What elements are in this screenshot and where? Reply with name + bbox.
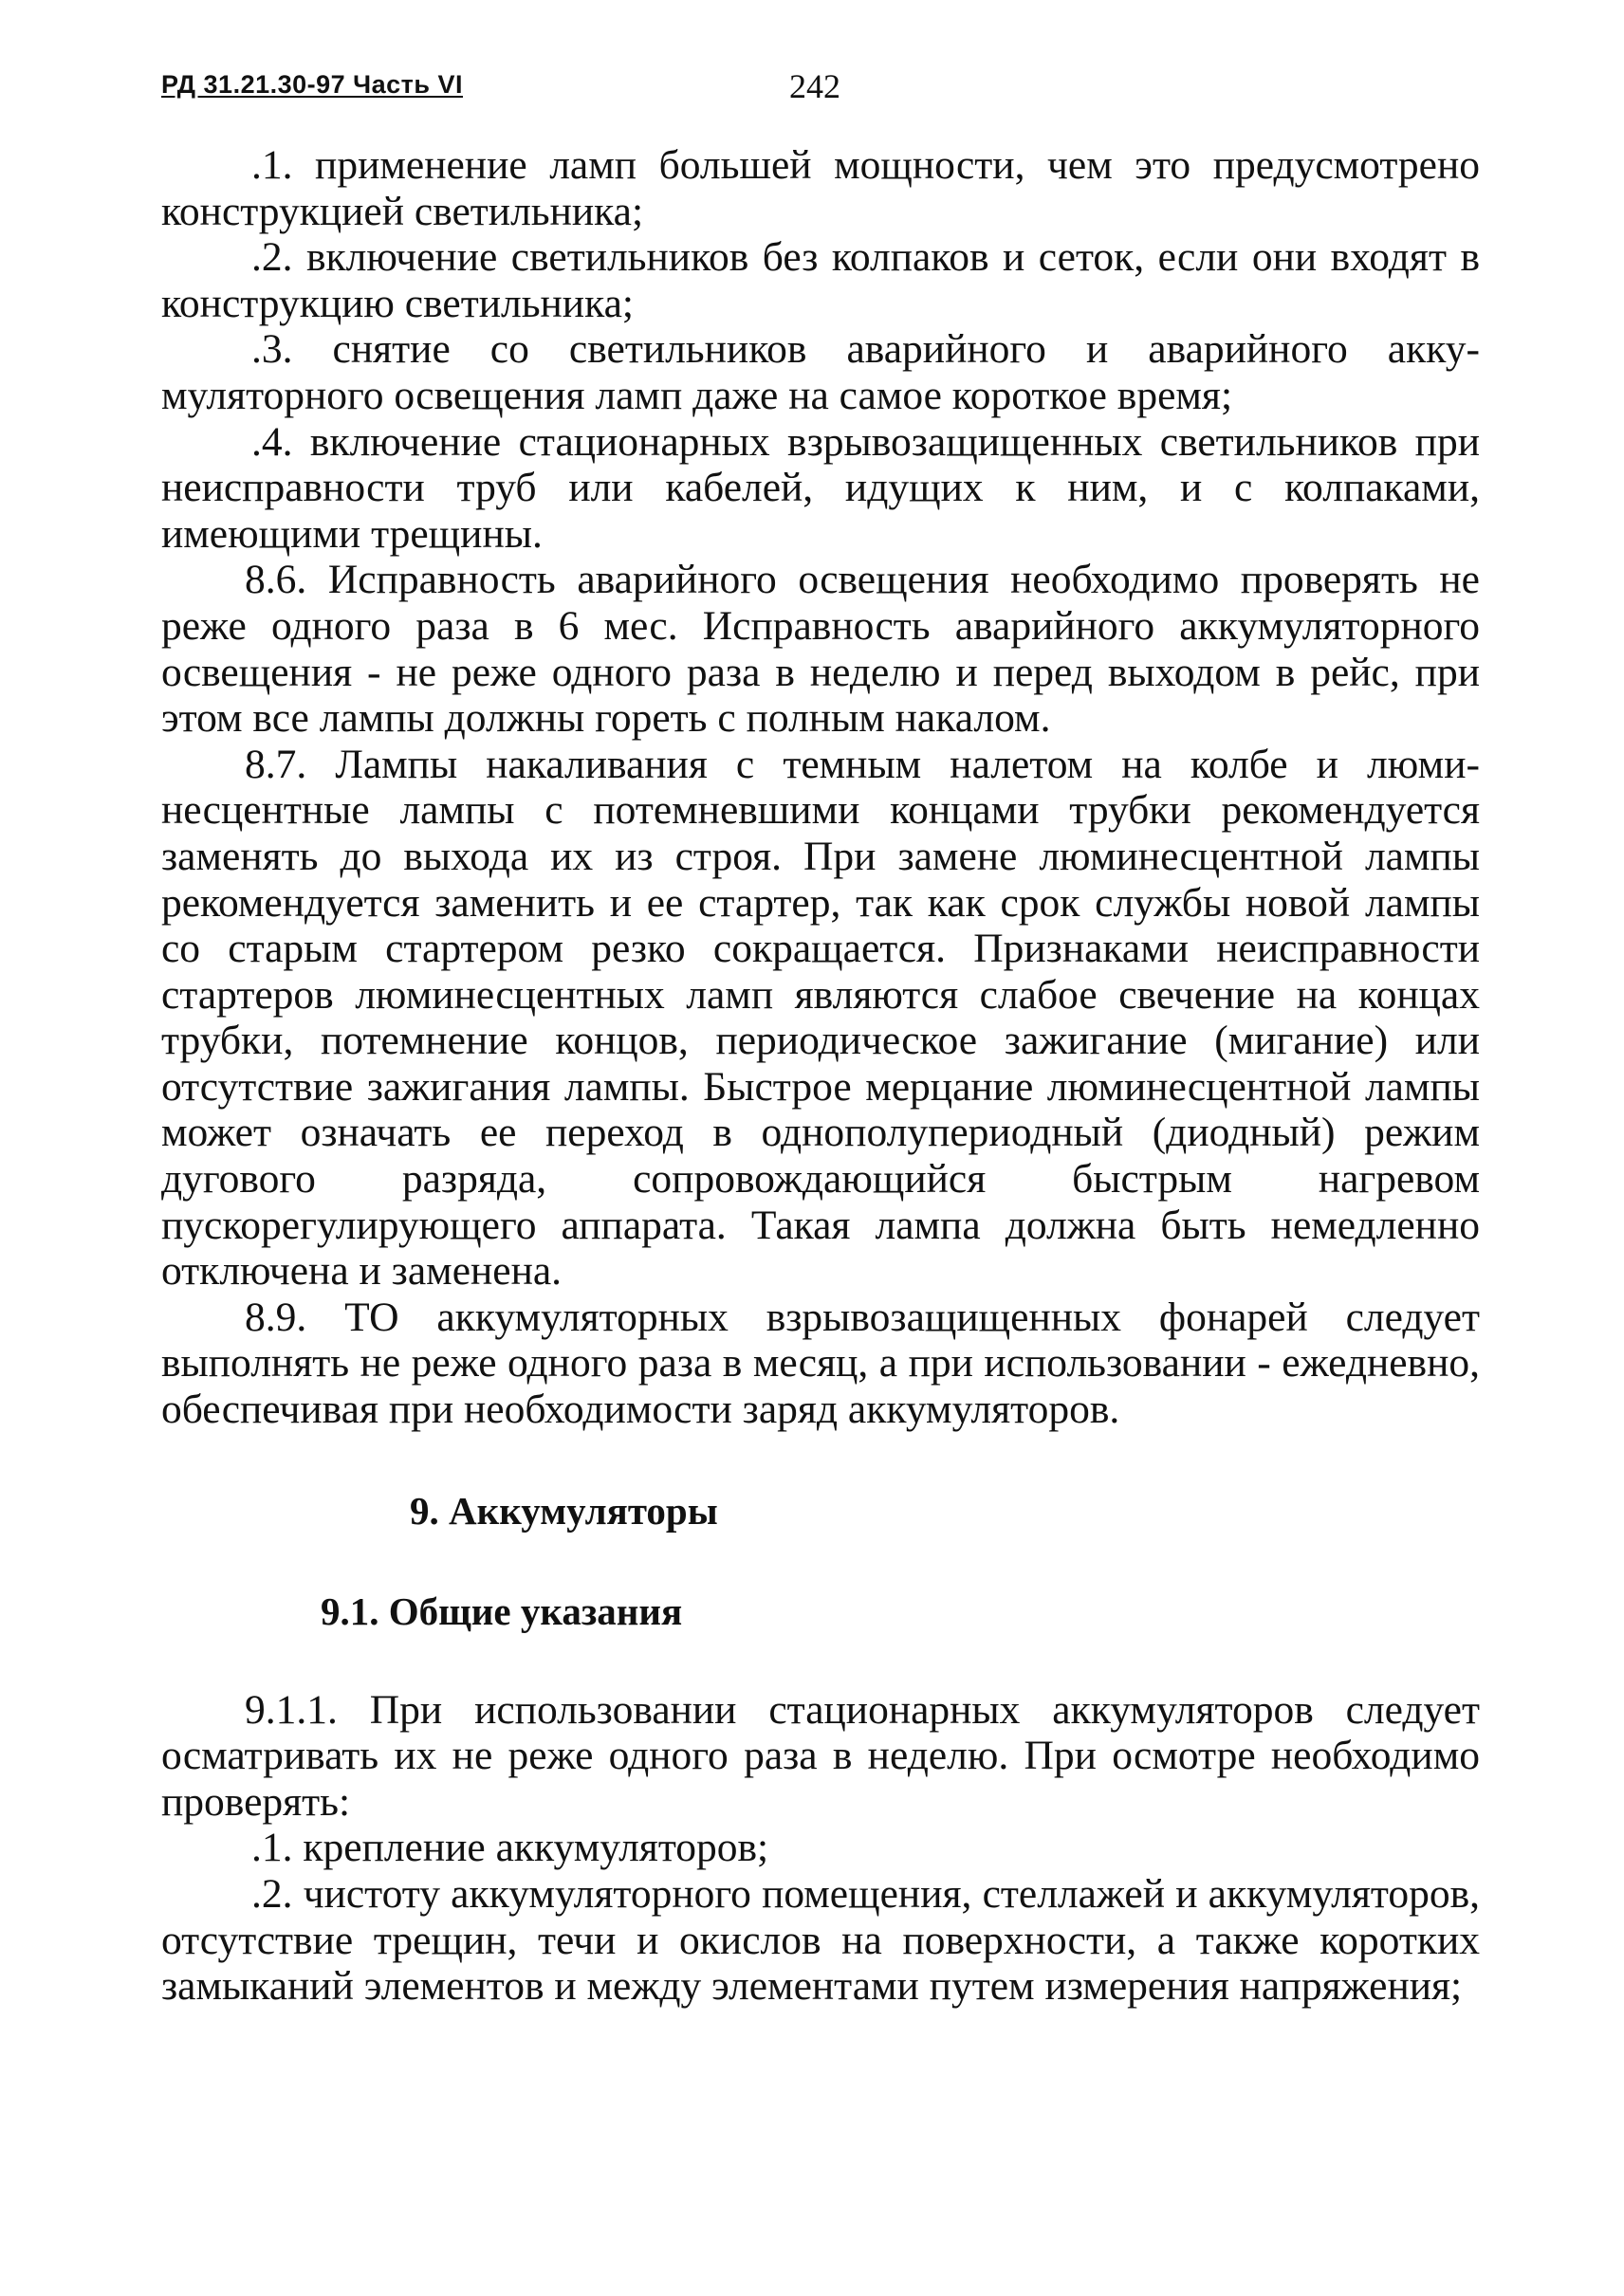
page-header bbox=[161, 66, 1489, 114]
list-item-9-1: .1. крепление аккумуляторов; bbox=[251, 1825, 769, 1871]
list-item-1: .1. применение ламп большей мощности, чем это предусмотрено конструкцией светильника; bbox=[161, 142, 1480, 234]
list-item-9-2: .2. чистоту аккумуляторного помещения, стеллажей и аккумуляторов, отсутствие трещин, течи и окислов на поверхности, а также коротких замыканий элементов и между элементами путем измерения напряжения; bbox=[161, 1871, 1480, 2010]
list-item-2: .2. включение светильников без колпаков и сеток, если они входят в конструкцию светильника; bbox=[161, 234, 1480, 326]
paragraph-8-9: 8.9. ТО аккумуляторных взрывозащищенных фонарей следует выполнять не реже одного раза в месяц, а при использовании - ежедневно, обеспечивая при необходимости заряд аккумуляторов. bbox=[161, 1294, 1480, 1433]
paragraph-9-1-1: 9.1.1. При использовании стационарных аккумуляторов следует осматривать их не реже одного раза в неделю. При осмотре необходимо проверять: bbox=[161, 1686, 1480, 1825]
paragraph-8-6: 8.6. Исправность аварийного освещения необходимо проверять не реже одного раза в 6 мес. Исправность аварийного аккумуляторного освещения - не реже одного раза в неделю и перед выходом в рейс, при этом все лампы должны гореть с полным накалом. bbox=[161, 557, 1480, 742]
list-item-4: .4. включение стационарных взрывозащищенных светильников при неисправности труб или кабелей, идущих к ним, и с колпаками, имеющими трещины. bbox=[161, 418, 1480, 557]
page-number: 242 bbox=[789, 67, 840, 105]
list-item-3: .3. снятие со светильников аварийного и аварийного аккумуляторного освещения ламп даже на самое короткое время; bbox=[161, 326, 1480, 418]
section-heading: 9. Аккумуляторы bbox=[410, 1488, 718, 1533]
paragraph-8-7: 8.7. Лампы накаливания с темным налетом на колбе и люминесцентные лампы с потемневшими концами трубки рекомендуется заменять до выхода их из строя. При замене люминесцентной лампы рекомендуется заменить и ее стартер, так как срок службы новой лампы со старым стартером резко сокращается. Признаками неисправности стартеров люминесцентных ламп являются слабое свечение на концах трубки, потемнение концов, периодическое зажигание (мигание) или отсутствие зажигания лампы. Быстрое мерцание люминесцентной лампы может означать ее переход в однополупериодный (диодный) режим дугового разряда, сопровождающийся быстрым нагревом пускорегулирующего аппарата. Такая лампа должна быть немедленно отключена и заменена. bbox=[161, 741, 1480, 1295]
document-code: РД 31.21.30-97 Часть VI bbox=[161, 70, 464, 99]
document-body bbox=[161, 142, 1480, 2010]
subsection-heading: 9.1. Общие указания bbox=[321, 1589, 683, 1633]
